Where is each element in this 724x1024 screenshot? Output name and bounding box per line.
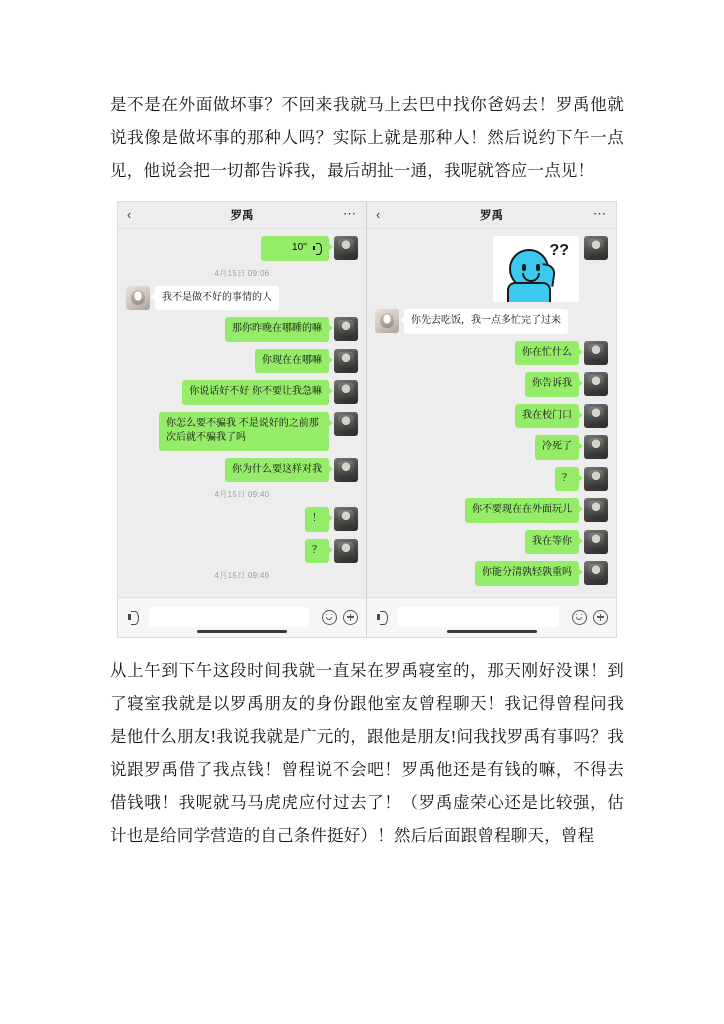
message-row: [126, 380, 358, 405]
message-row: [375, 309, 608, 334]
message-row: [375, 372, 608, 397]
speaker-icon: [312, 243, 322, 253]
chevron-left-icon[interactable]: ‹: [376, 207, 381, 222]
message-row: [126, 539, 358, 564]
chevron-left-icon[interactable]: ‹: [127, 207, 132, 222]
message-row: [126, 412, 358, 451]
message-list-left[interactable]: [118, 229, 366, 597]
avatar: [334, 507, 358, 531]
mouth: [522, 273, 540, 282]
paragraph-top: 是不是在外面做坏事？不回来我就马上去巴中找你爸妈去！罗禹他就说我像是做坏事的那种人吗？实际上就是那种人！然后说约下午一点见，他说会把一切都告诉我，最后胡扯一通，我呢就答应一点见！: [110, 95, 624, 180]
chat-title-right: 罗禹: [480, 210, 503, 222]
message-row: [375, 435, 608, 460]
message-bubble[interactable]: 你说话好不好 你不要让我急嘛: [182, 380, 329, 405]
message-row: [375, 404, 608, 429]
avatar: [334, 458, 358, 482]
home-indicator: [447, 630, 537, 633]
avatar: [334, 349, 358, 373]
message-list-right[interactable]: [367, 229, 616, 597]
message-bubble[interactable]: 你能分清孰轻孰重吗: [475, 561, 579, 586]
avatar: [334, 236, 358, 260]
message-row: [126, 236, 358, 261]
voice-message-bubble[interactable]: [261, 236, 329, 261]
chat-screenshot-right: [367, 202, 616, 637]
chat-title-left: 罗禹: [230, 210, 254, 222]
body: [507, 282, 551, 302]
sticker-message[interactable]: [493, 236, 579, 302]
plus-icon[interactable]: [593, 610, 608, 625]
chat-header-right: [367, 202, 616, 229]
chat-input-bar-left: [118, 597, 366, 637]
message-row: [375, 530, 608, 555]
microphone-icon[interactable]: [375, 609, 391, 625]
message-bubble[interactable]: 我在校门口: [515, 404, 579, 429]
avatar: [584, 236, 608, 260]
message-row: [375, 561, 608, 586]
avatar: [375, 309, 399, 333]
paragraph-bottom: 从上午到下午这段时间我就一直呆在罗禹寝室的，那天刚好没课！到了寝室我就是以罗禹朋友的身份跟他室友曾程聊天！我记得曾程问我是他什么朋友!我说我就是广元的，跟他是朋友!问我找罗禹有事吗？我说跟罗禹借了我点钱！曾程说不会吧！罗禹他还是有钱的嘛，不得去借钱哦！我呢就马马虎虎应付过去了！（罗禹虚荣心还是比较强，估计也是给同学营造的自己条件挺好）！然后后面跟曾程聊天，曾程: [110, 660, 624, 845]
home-indicator: [197, 630, 287, 633]
avatar: [334, 412, 358, 436]
message-row: [375, 467, 608, 492]
message-bubble[interactable]: 你怎么要不骗我 不是说好的之前那次后就不骗我了吗: [159, 412, 329, 451]
avatar: [584, 435, 608, 459]
avatar: [584, 372, 608, 396]
plus-icon[interactable]: [343, 610, 358, 625]
message-row: [126, 507, 358, 532]
message-bubble[interactable]: 你现在在哪嘛: [255, 349, 329, 374]
message-bubble[interactable]: 我不是做不好的事情的人: [155, 286, 279, 311]
avatar: [334, 317, 358, 341]
message-bubble[interactable]: 你为什么要这样对我: [225, 458, 329, 483]
sticker-text: ??: [549, 242, 569, 259]
message-row: [126, 286, 358, 311]
message-input[interactable]: [398, 607, 559, 627]
chat-screenshot-left: [118, 202, 367, 637]
avatar: [126, 286, 150, 310]
message-bubble[interactable]: 我在等你: [525, 530, 579, 555]
chat-input-bar-right: [367, 597, 616, 637]
voice-duration: 10'': [292, 242, 307, 253]
message-row: [375, 498, 608, 523]
message-bubble[interactable]: 冷死了: [535, 435, 579, 460]
avatar: [334, 539, 358, 563]
smile-icon[interactable]: [322, 610, 337, 625]
message-bubble[interactable]: ！: [305, 507, 329, 532]
more-dots-icon[interactable]: ⋯: [593, 206, 607, 221]
eye-right: [536, 264, 540, 271]
avatar: [584, 561, 608, 585]
smile-icon[interactable]: [572, 610, 587, 625]
message-bubble[interactable]: 那你昨晚在哪睡的嘛: [225, 317, 329, 342]
message-input[interactable]: [149, 607, 309, 627]
message-bubble[interactable]: 你不要现在在外面玩儿: [465, 498, 579, 523]
more-dots-icon[interactable]: ⋯: [343, 206, 357, 221]
avatar: [584, 498, 608, 522]
message-bubble[interactable]: 你先去吃饭，我一点多忙完了过来: [404, 309, 568, 334]
chat-header-left: [118, 202, 366, 229]
avatar: [584, 530, 608, 554]
message-bubble[interactable]: 你告诉我: [525, 372, 579, 397]
avatar: [334, 380, 358, 404]
timestamp: 4月15日 09:06: [214, 268, 270, 278]
message-row: [375, 341, 608, 366]
avatar: [584, 467, 608, 491]
message-bubble[interactable]: ？: [305, 539, 329, 564]
message-row: [126, 458, 358, 483]
chat-screenshots: [117, 201, 617, 638]
timestamp: 4月15日 09:46: [214, 571, 270, 580]
avatar: [584, 341, 608, 365]
message-row: [126, 349, 358, 374]
avatar: [584, 404, 608, 428]
timestamp: 4月15日 09:40: [214, 490, 270, 499]
message-row: [126, 317, 358, 342]
message-bubble[interactable]: ？: [555, 467, 579, 492]
microphone-icon[interactable]: [126, 609, 142, 625]
message-bubble[interactable]: 你在忙什么: [515, 341, 579, 366]
eye-left: [522, 264, 526, 271]
message-row: [375, 236, 608, 302]
